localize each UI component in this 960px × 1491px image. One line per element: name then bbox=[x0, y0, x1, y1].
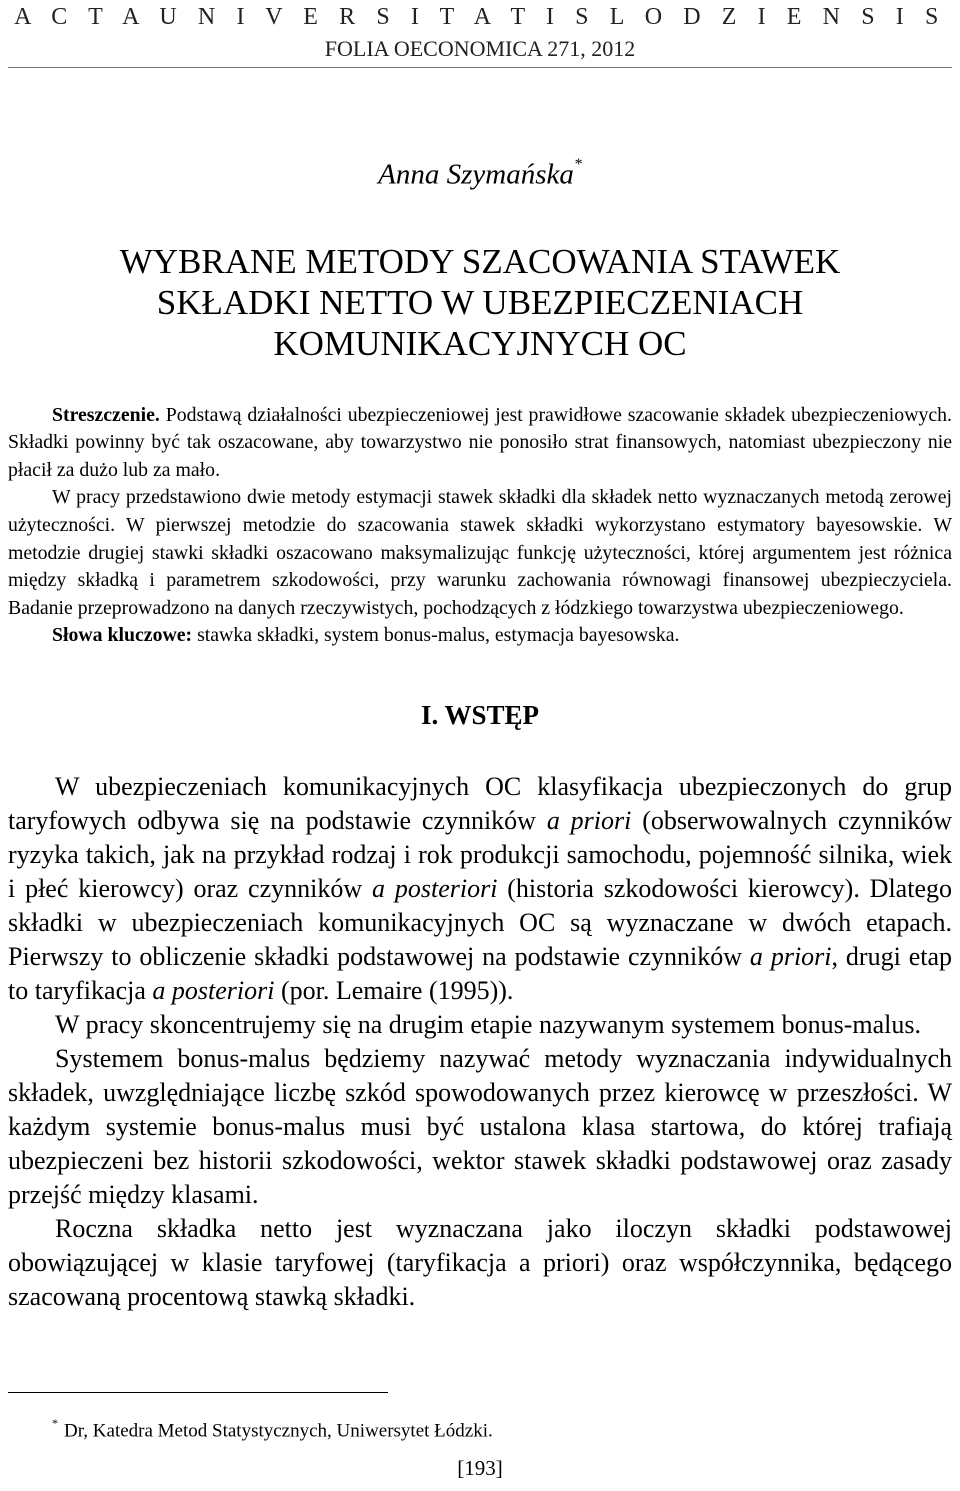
abstract-text-1: Podstawą działalności ubezpieczeniowej jest prawidłowe szacowanie składek ubezpieczeniowych. Składki powinny być tak oszacowane, aby towarzystwo nie ponosiło strat finansowych, natomiast ubezpieczony nie płacił za dużo lub za mało. bbox=[8, 403, 952, 481]
paper-title bbox=[8, 241, 952, 364]
abstract-paragraph-2: W pracy przedstawiono dwie metody estymacji stawek składki dla składek netto wyznaczanych metodą zerowej użyteczności. W pierwszej metodzie do szacowania stawek składki wykorzystano estymatory bayesowskie. W metodzie drugiej stawki składki oszacowano maksymalizując funkcję użyteczności, której argumentem jest różnica między składką i parametrem szkodowości, przy warunku zachowania równowagi finansowej ubezpieczyciela. Badanie przeprowadzono na danych rzeczywistych, pochodzących z łódzkiego towarzystwa ubezpieczeniowego. bbox=[8, 486, 952, 619]
abstract-label: Streszczenie. bbox=[52, 403, 160, 426]
keywords bbox=[8, 622, 952, 650]
author-line bbox=[8, 152, 952, 192]
body-paragraph-1 bbox=[8, 770, 952, 1008]
author-name: Anna Szymańska bbox=[378, 158, 574, 191]
title-line-2: SKŁADKI NETTO W UBEZPIECZENIACH bbox=[156, 282, 804, 322]
footnote-text: Dr, Katedra Metod Statystycznych, Uniwersytet Łódzki. bbox=[64, 1420, 493, 1442]
page-number: [193] bbox=[457, 1456, 503, 1480]
body-p1-text-d: , drugi etap to taryfikacja bbox=[8, 942, 953, 1005]
body-p1-italic-4: a posteriori bbox=[152, 976, 275, 1005]
body-paragraph-4: Roczna składka netto jest wyznaczana jako iloczyn składki podstawowej obowiązującej w klasie taryfowej (taryfikacja a priori) oraz współczynnika, będącego szacowaną procentową stawką składki. bbox=[8, 1214, 952, 1311]
title-line-3: KOMUNIKACYJNYCH OC bbox=[273, 323, 687, 363]
footnote-rule bbox=[8, 1392, 388, 1393]
journal-series: FOLIA OECONOMICA 271, 2012 bbox=[324, 36, 636, 61]
section-heading: I. WSTĘP bbox=[420, 700, 540, 730]
abstract-paragraph-1 bbox=[8, 402, 952, 485]
abstract bbox=[8, 402, 952, 650]
author-footnote-mark: * bbox=[573, 156, 582, 173]
body-p1-text-b: (obserwowalnych czynników ryzyka takich, jak na przykład rodzaj i rok produkcji samochodu, pojemność silnika, wiek i płeć kierowcy) oraz czynników bbox=[8, 806, 952, 903]
body-p1-italic-3: a priori bbox=[749, 942, 832, 971]
body-text bbox=[8, 770, 952, 1314]
body-p1-text-c: (historia szkodowości kierowcy). Dlatego składki w ubezpieczeniach komunikacyjnych OC są wyznaczane w dwóch etapach. Pierwszy to obliczenie składki podstawowej na podstawie czynników bbox=[8, 874, 952, 971]
body-p1-italic-1: a priori bbox=[546, 806, 632, 835]
footnote-mark: * bbox=[52, 1416, 58, 1430]
header-rule bbox=[8, 67, 952, 68]
body-paragraph-2: W pracy skoncentrujemy się na drugim etapie nazywanym systemem bonus-malus. bbox=[55, 1010, 921, 1039]
body-p1-text-a: W ubezpieczeniach komunikacyjnych OC klasyfikacja ubezpieczonych do grup taryfowych odbywa się na podstawie czynników bbox=[8, 772, 952, 835]
journal-header bbox=[8, 0, 952, 64]
title-line-1: WYBRANE METODY SZACOWANIA STAWEK bbox=[119, 241, 841, 281]
footnote bbox=[52, 1413, 493, 1443]
body-p1-text-e: (por. Lemaire (1995)). bbox=[274, 976, 514, 1005]
keywords-text: stawka składki, system bonus-malus, estymacja bayesowska. bbox=[192, 624, 680, 647]
keywords-label: Słowa kluczowe: bbox=[52, 624, 193, 647]
body-p1-italic-2: a posteriori bbox=[372, 874, 498, 903]
journal-name: A C T A U N I V E R S I T A T I S L O D Z I E N S I S bbox=[14, 4, 946, 30]
body-paragraph-3: Systemem bonus-malus będziemy nazywać metody wyznaczania indywidualnych składek, uwzględniające liczbę szkód spowodowanych przez kierowcę w przeszłości. W każdym systemie bonus-malus musi być ustalona klasa startowa, do której trafiają ubezpieczeni bez historii szkodowości, wektor stawek składki podstawowej oraz zasady przejść między klasami. bbox=[8, 1044, 952, 1209]
